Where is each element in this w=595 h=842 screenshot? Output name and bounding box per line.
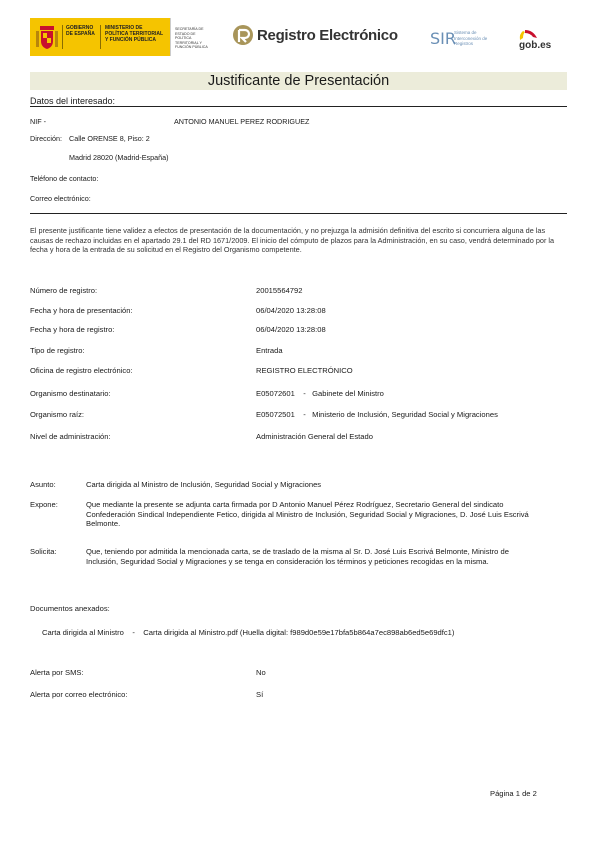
ministry-text: MINISTERIO DE POLÍTICA TERRITORIAL Y FUNCIÓN PÚBLICA	[105, 25, 163, 43]
numero-registro-label: Número de registro:	[30, 286, 98, 295]
tipo-registro-label: Tipo de registro:	[30, 346, 85, 355]
destinatario-value: E05072601 - Gabinete del Ministro	[256, 389, 384, 398]
title-band	[30, 72, 567, 90]
documentos-label: Documentos anexados:	[30, 604, 110, 613]
address-line2: Madrid 28020 (Madrid-España)	[69, 153, 169, 162]
interesado-section-title: Datos del interesado:	[30, 96, 116, 106]
document-title: Justificante de Presentación	[207, 73, 390, 89]
divider	[30, 213, 567, 214]
documento-item: Carta dirigida al Ministro - Carta dirigida al Ministro.pdf (Huella digital: f989d0e59e17bfa5b864a7ec898ab6ed5e69dfc1)	[42, 628, 455, 637]
expone-line-1: Que mediante la presente se adjunta carta firmada por D Antonio Manuel Pérez Rodríguez, Secretario General del sindicato	[86, 500, 504, 509]
gob-es-text: gob.es	[519, 40, 552, 51]
page-number: Página 1 de 2	[490, 789, 537, 798]
expone-line-3: Belmonte.	[86, 519, 121, 528]
destinatario-label: Organismo destinatario:	[30, 389, 111, 398]
address-label: Dirección:	[30, 134, 62, 143]
email-label: Correo electrónico:	[30, 194, 91, 203]
asunto-label: Asunto:	[30, 480, 56, 489]
fecha-registro-value: 06/04/2020 13:28:08	[256, 325, 326, 334]
gobierno-logo	[30, 18, 170, 56]
fecha-registro-label: Fecha y hora de registro:	[30, 325, 115, 334]
asunto-value: Carta dirigida al Ministro de Inclusión, Seguridad Social y Migraciones	[86, 480, 322, 489]
sir-logo-icon	[430, 28, 456, 48]
alerta-email-value: Sí	[256, 690, 264, 699]
oficina-label: Oficina de registro electrónico:	[30, 366, 133, 375]
secretariat-logo	[170, 18, 211, 56]
svg-text:SIR: SIR	[430, 29, 456, 48]
raiz-value: E05072501 - Ministerio de Inclusión, Seguridad Social y Migraciones	[256, 410, 498, 419]
raiz-label: Organismo raíz:	[30, 410, 85, 419]
phone-label: Teléfono de contacto:	[30, 174, 99, 183]
fecha-presentacion-label: Fecha y hora de presentación:	[30, 306, 133, 315]
registro-title: Registro Electrónico	[257, 27, 398, 44]
expone-label: Expone:	[30, 500, 58, 509]
sir-text: Sistema de Interconexión de Registros	[454, 30, 488, 46]
fecha-presentacion-value: 06/04/2020 13:28:08	[256, 306, 326, 315]
gov-text: GOBIERNO DE ESPAÑA	[66, 25, 95, 37]
registro-logo-icon	[232, 24, 254, 46]
address-line1: Calle ORENSE 8, Piso: 2	[69, 134, 150, 143]
numero-registro-value: 20015564792	[256, 286, 303, 295]
coat-of-arms-icon	[36, 23, 58, 51]
divider	[30, 106, 567, 107]
nivel-value: Administración General del Estado	[256, 432, 373, 441]
disclaimer-paragraph: El presente justificante tiene validez a efectos de presentación de la documentación, y no prejuzga la admisión definitiva del escrito si concurriera alguna de las causas de rechazo incluidas en el apartado 29.1 del RD 1671/2009. El inicio del cómputo de plazos para la Administración, en su caso, vendrá determinado por la fecha y hora de la entrada de su solicitud en el Registro del Organismo competente.	[30, 226, 555, 255]
oficina-value: REGISTRO ELECTRÓNICO	[256, 366, 353, 375]
secretariat-text: SECRETARÍA DE ESTADO DE POLÍTICA TERRITORIAL Y FUNCIÓN PÚBLICA	[175, 27, 208, 49]
alerta-sms-label: Alerta por SMS:	[30, 668, 84, 677]
solicita-line-2: Inclusión, Seguridad Social y Migraciones y se tenga en consideración los términos y peticiones recogidas en la misma.	[86, 557, 489, 566]
nif-label: NIF -	[30, 117, 46, 126]
expone-line-2: Confederación Sindical Independiente Fetico, dirigida al Ministro de Inclusión, Seguridad Social y Migraciones, D. José Luis Escrivá	[86, 510, 529, 519]
interesado-name: ANTONIO MANUEL PEREZ RODRIGUEZ	[174, 117, 310, 126]
nivel-label: Nivel de administración:	[30, 432, 111, 441]
alerta-sms-value: No	[256, 668, 266, 677]
tipo-registro-value: Entrada	[256, 346, 283, 355]
solicita-label: Solicita:	[30, 547, 57, 556]
solicita-line-1: Que, teniendo por admitida la mencionada carta, se de traslado de la misma al Sr. D. José Luis Escrivá Belmonte, Ministro de	[86, 547, 509, 556]
alerta-email-label: Alerta por correo electrónico:	[30, 690, 128, 699]
